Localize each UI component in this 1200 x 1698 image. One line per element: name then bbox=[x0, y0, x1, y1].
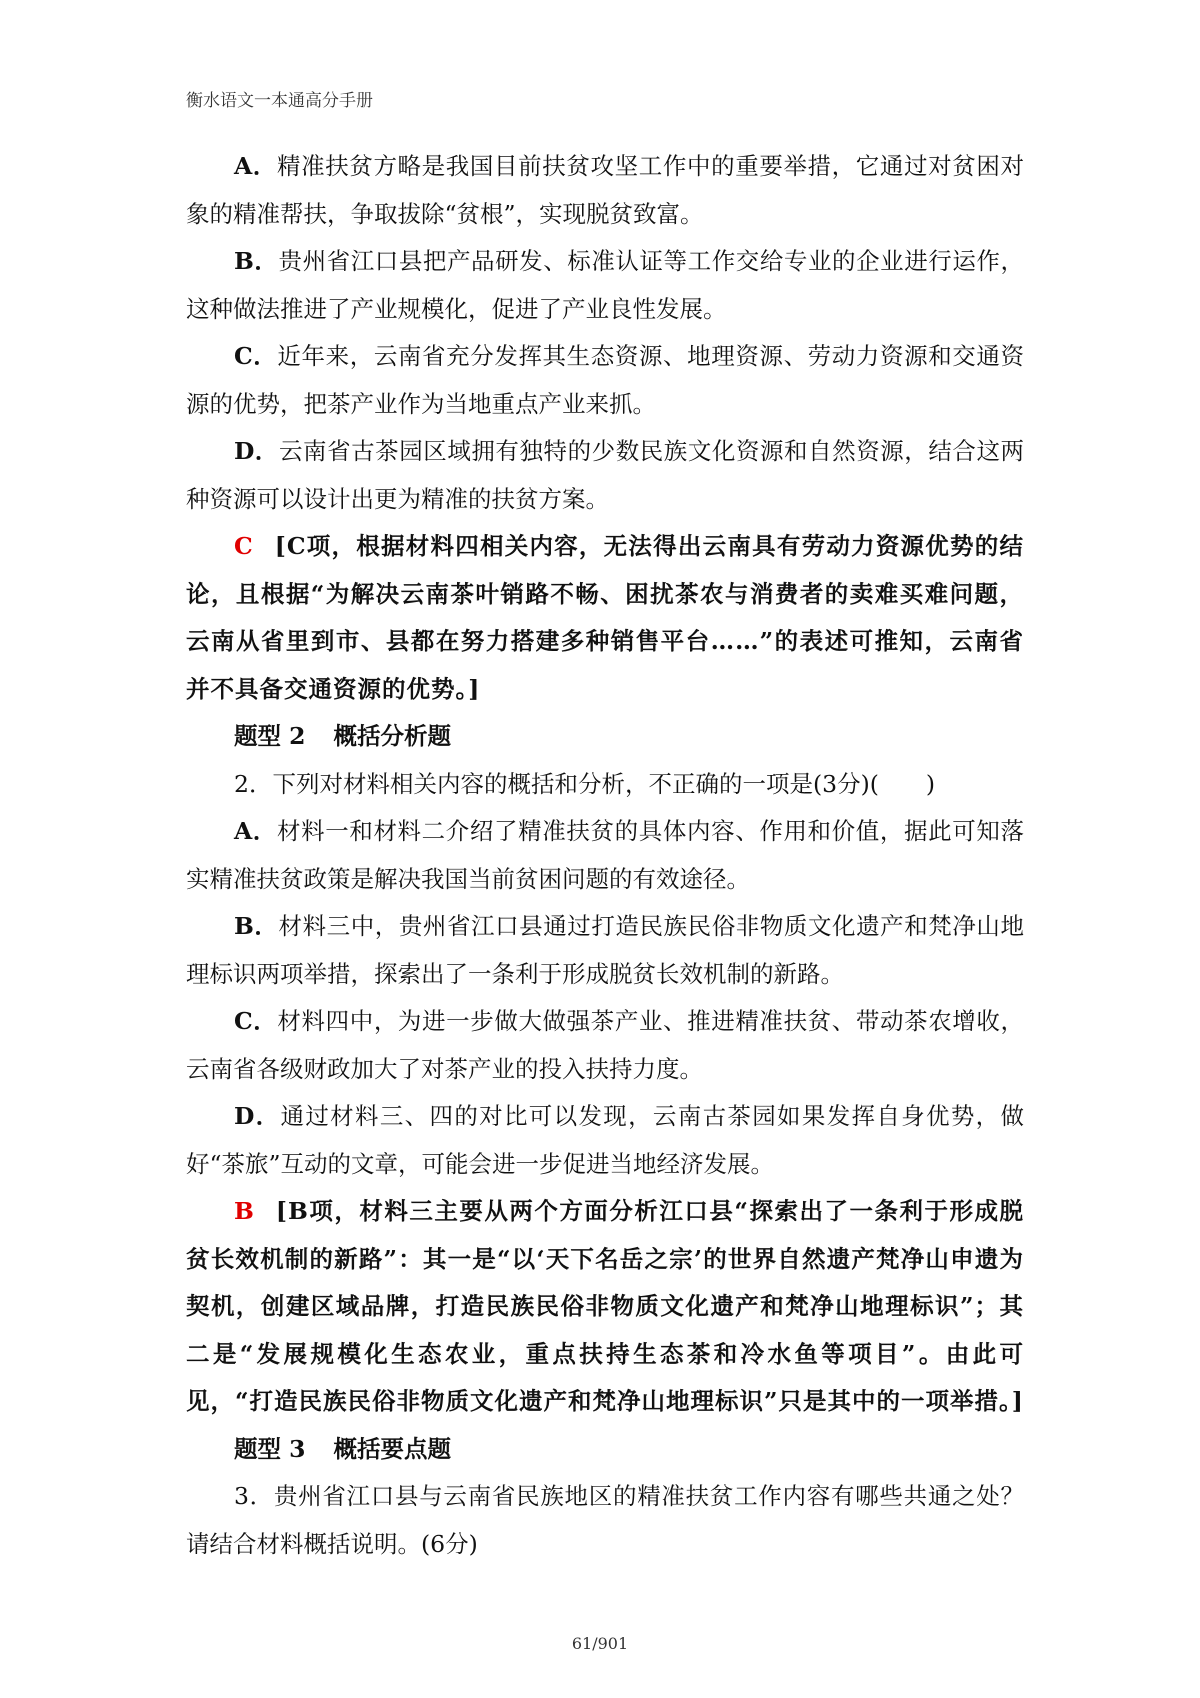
answer-letter: C bbox=[234, 532, 253, 560]
option-text: 通过材料三、四的对比可以发现，云南古茶园如果发挥自身优势，做好“茶旅”互动的文章，可能会进一步促进当地经济发展。 bbox=[186, 1102, 1024, 1178]
option-letter: C． bbox=[234, 1007, 278, 1035]
answer-explanation: [C项，根据材料四相关内容，无法得出云南具有劳动力资源优势的结论，且根据“为解决云南茶叶销路不畅、困扰茶农与消费者的卖难买难问题，云南从省里到市、县都在努力搭建多种销售平台……”的表述可推知，云南省并不具备交通资源的优势。] bbox=[186, 532, 1024, 703]
q1-option-a bbox=[186, 143, 1024, 238]
page-content bbox=[186, 143, 1024, 1568]
option-text: 材料一和材料二介绍了精准扶贫的具体内容、作用和价值，据此可知落实精准扶贫政策是解决我国当前贫困问题的有效途径。 bbox=[186, 817, 1024, 893]
page-number: 61/901 bbox=[571, 1634, 629, 1653]
option-letter: B． bbox=[234, 247, 279, 275]
option-letter: D． bbox=[234, 1102, 281, 1130]
answer-explanation: [B项，材料三主要从两个方面分析江口县“探索出了一条利于形成脱贫长效机制的新路”：其一是“以‘天下名岳之宗’的世界自然遗产梵净山申遗为契机，创建区域品牌，打造民族民俗非物质文化遗产和梵净山地理标识”；其二是“发展规模化生态农业，重点扶持生态茶和冷水鱼等项目”。由此可见，“打造民族民俗非物质文化遗产和梵净山地理标识”只是其中的一项举措。] bbox=[186, 1197, 1024, 1415]
option-text: 云南省古茶园区域拥有独特的少数民族文化资源和自然资源，结合这两种资源可以设计出更为精准的扶贫方案。 bbox=[186, 437, 1024, 513]
q2-option-d bbox=[186, 1093, 1024, 1188]
q1-answer-block bbox=[186, 523, 1024, 713]
option-text: 近年来，云南省充分发挥其生态资源、地理资源、劳动力资源和交通资源的优势，把茶产业作为当地重点产业来抓。 bbox=[186, 342, 1024, 418]
section-heading-3 bbox=[186, 1426, 1024, 1474]
q1-option-d bbox=[186, 428, 1024, 523]
document-header: 衡水语文一本通高分手册 bbox=[186, 91, 373, 111]
option-letter: A． bbox=[234, 152, 277, 180]
q2-option-b bbox=[186, 903, 1024, 998]
option-letter: B． bbox=[234, 912, 279, 940]
option-text: 材料四中，为进一步做大做强茶产业、推进精准扶贫、带动茶农增收，云南省各级财政加大了对茶产业的投入扶持力度。 bbox=[186, 1007, 1024, 1083]
option-letter: A． bbox=[234, 817, 277, 845]
q1-option-c bbox=[186, 333, 1024, 428]
option-text: 精准扶贫方略是我国目前扶贫攻坚工作中的重要举措，它通过对贫困对象的精准帮扶，争取拔除“贫根”，实现脱贫致富。 bbox=[186, 152, 1024, 228]
q2-option-a bbox=[186, 808, 1024, 903]
option-text: 材料三中，贵州省江口县通过打造民族民俗非物质文化遗产和梵净山地理标识两项举措，探索出了一条利于形成脱贫长效机制的新路。 bbox=[186, 912, 1024, 988]
section-title: 概括要点题 bbox=[333, 1434, 452, 1463]
q2-stem: 2．下列对材料相关内容的概括和分析，不正确的一项是(3分)( ) bbox=[234, 769, 936, 798]
section-title: 概括分析题 bbox=[333, 722, 452, 750]
section-label: 题型 2 bbox=[234, 722, 306, 750]
option-letter: D． bbox=[234, 437, 279, 465]
option-text: 贵州省江口县把产品研发、标准认证等工作交给专业的企业进行运作，这种做法推进了产业规模化，促进了产业良性发展。 bbox=[186, 247, 1024, 323]
q2-option-c bbox=[186, 998, 1024, 1093]
section-heading-2 bbox=[186, 713, 1024, 761]
q3-stem: 3．贵州省江口县与云南省民族地区的精准扶贫工作内容有哪些共通之处？请结合材料概括说明。(6分) bbox=[186, 1482, 1024, 1558]
option-letter: C． bbox=[234, 342, 278, 370]
q2-answer-block bbox=[186, 1188, 1024, 1426]
answer-letter: B bbox=[234, 1197, 254, 1225]
section-label: 题型 3 bbox=[234, 1434, 306, 1463]
q1-option-b bbox=[186, 238, 1024, 333]
